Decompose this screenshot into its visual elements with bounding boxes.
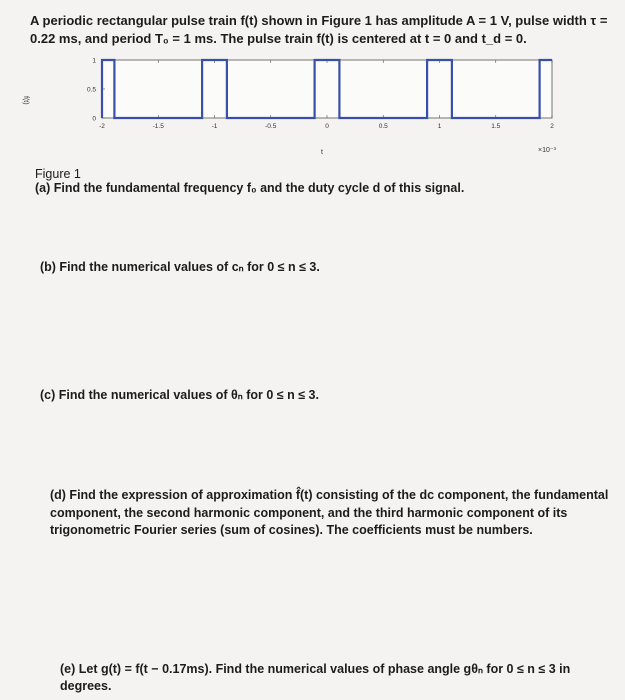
question-part-a: (a) Find the fundamental frequency f₀ and the duty cycle d of this signal. bbox=[35, 181, 465, 195]
question-part-c: (c) Find the numerical values of θₙ for 0 ≤ n ≤ 3. bbox=[40, 388, 319, 402]
question-part-d: (d) Find the expression of approximation f̂(t) consisting of the dc component, the fundamental component, the second harmonic component, and the third harmonic component of its trigonometric Fourier series (sum of cosines). The coefficients must be numbers. bbox=[50, 488, 609, 537]
x-tick-label: -0.5 bbox=[265, 123, 277, 130]
y-axis-label: f(t) bbox=[22, 96, 29, 105]
x-axis-multiplier: ×10⁻³ bbox=[538, 147, 556, 154]
x-tick-label: 0.5 bbox=[378, 123, 388, 130]
x-tick-label: 1.5 bbox=[491, 123, 501, 130]
x-tick-label: -2 bbox=[99, 123, 105, 130]
x-axis-label: t bbox=[321, 149, 323, 156]
problem-intro: A periodic rectangular pulse train f(t) shown in Figure 1 has amplitude A = 1 V, pulse width τ = 0.22 ms, and period T₀ = 1 ms. The pulse train f(t) is centered at t = 0 and t_d = 0. bbox=[30, 13, 608, 46]
y-tick-label: 0 bbox=[92, 115, 96, 123]
question-part-b: (b) Find the numerical values of cₙ for 0 ≤ n ≤ 3. bbox=[40, 260, 320, 274]
x-tick-label: 1 bbox=[437, 123, 442, 130]
y-tick-label: 1 bbox=[92, 57, 96, 65]
x-tick-label: 2 bbox=[550, 123, 554, 130]
plot-frame bbox=[102, 60, 552, 118]
figure-caption: Figure 1 bbox=[35, 167, 81, 181]
x-tick-label: -1.5 bbox=[152, 123, 164, 130]
x-tick-label: 0 bbox=[325, 123, 329, 130]
x-tick-label: -1 bbox=[211, 123, 218, 130]
pulse-train-figure bbox=[22, 48, 570, 160]
y-tick-label: 0.5 bbox=[86, 86, 96, 94]
question-part-e: (e) Let g(t) = f(t − 0.17ms). Find the numerical values of phase angle gθₙ for 0 ≤ n ≤ 3 in degrees. bbox=[60, 662, 571, 693]
